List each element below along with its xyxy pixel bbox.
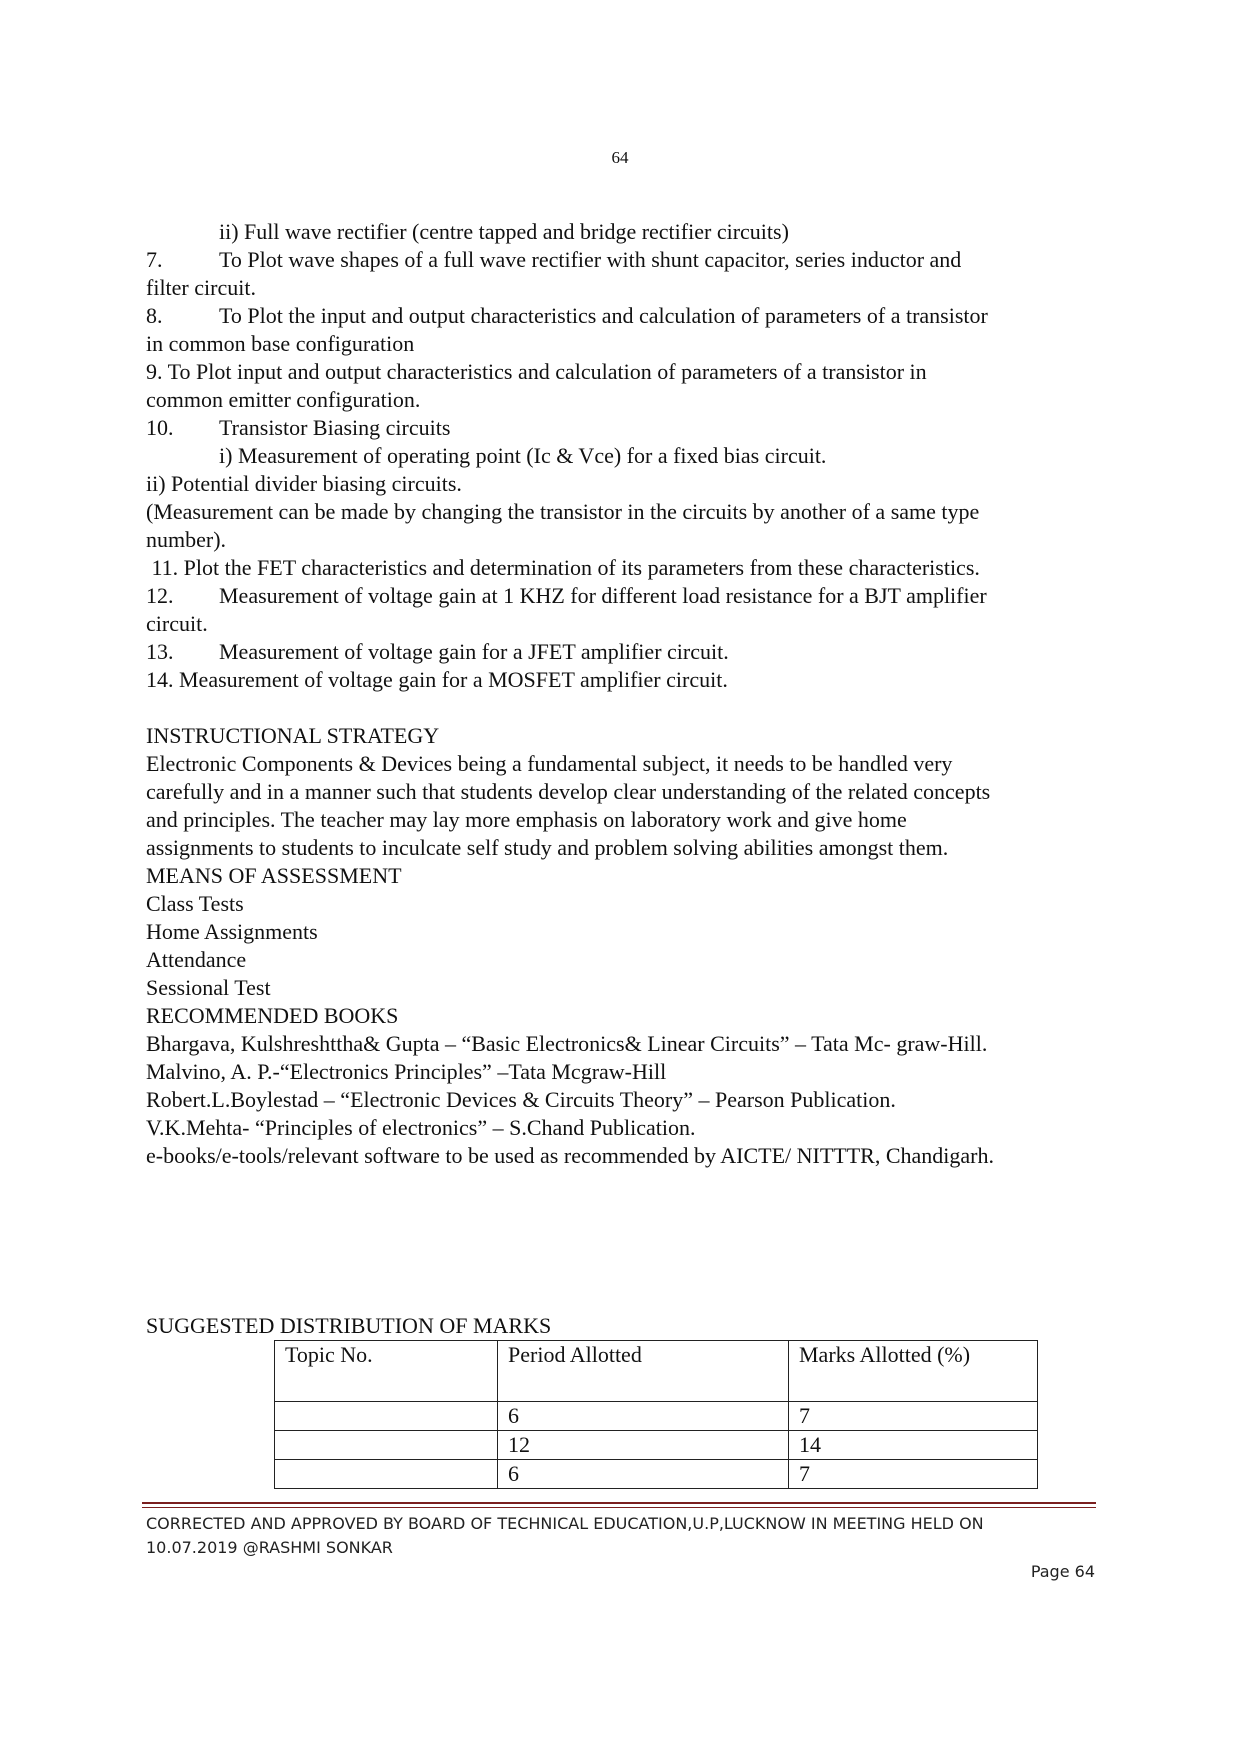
lab-item-10-sub-2: ii) Potential divider biasing circuits. [146, 471, 462, 496]
cell-topic [275, 1402, 498, 1431]
cell-period: 6 [498, 1460, 789, 1489]
table-row [275, 1460, 1038, 1489]
assessment-item: Class Tests [146, 891, 244, 916]
marks-distribution-heading: SUGGESTED DISTRIBUTION OF MARKS [146, 1313, 552, 1338]
footer-page-number: Page 64 [1030, 1562, 1095, 1581]
lab-item-10-sub-1: i) Measurement of operating point (Ic & Vce) for a fixed bias circuit. [219, 443, 827, 468]
lab-item-text: Transistor Biasing circuits [219, 415, 451, 440]
books-heading: RECOMMENDED BOOKS [146, 1003, 399, 1028]
cell-marks: 7 [789, 1460, 1038, 1489]
instructional-strategy-heading: INSTRUCTIONAL STRATEGY [146, 723, 440, 748]
table-row [275, 1402, 1038, 1431]
header-period-allotted: Period Allotted [498, 1341, 789, 1402]
strategy-line: and principles. The teacher may lay more emphasis on laboratory work and give home [146, 807, 907, 832]
lab-item-number: 13. [146, 639, 174, 664]
lab-item-9: 9. To Plot input and output characteristics and calculation of parameters of a transistor in [146, 359, 927, 384]
lab-item-8-cont: in common base configuration [146, 331, 415, 356]
lab-item-text: To Plot wave shapes of a full wave rectifier with shunt capacitor, series inductor and [219, 247, 962, 272]
lab-item-9-cont: common emitter configuration. [146, 387, 421, 412]
book-item: Bhargava, Kulshreshttha& Gupta – “Basic Electronics& Linear Circuits” – Tata Mc- graw-Hill. [146, 1031, 988, 1056]
assessment-item: Home Assignments [146, 919, 318, 944]
lab-item-text: Measurement of voltage gain at 1 KHZ for different load resistance for a BJT amplifier [219, 583, 987, 608]
header-topic-no: Topic No. [275, 1341, 498, 1402]
lab-item-6-sub: ii) Full wave rectifier (centre tapped and bridge rectifier circuits) [219, 219, 789, 244]
lab-item-7-cont: filter circuit. [146, 275, 256, 300]
book-item: Malvino, A. P.-“Electronics Principles” –Tata Mcgraw-Hill [146, 1059, 667, 1084]
lab-item-text: To Plot the input and output characteristics and calculation of parameters of a transistor [219, 303, 988, 328]
lab-item-number: 10. [146, 415, 174, 440]
lab-item-number: 12. [146, 583, 174, 608]
cell-marks: 7 [789, 1402, 1038, 1431]
lab-item-10 [146, 414, 1106, 442]
footer-divider [142, 1502, 1096, 1508]
cell-topic [275, 1460, 498, 1489]
footer-approval-note [146, 1512, 1106, 1560]
document-body [146, 218, 1106, 1170]
strategy-line: carefully and in a manner such that students develop clear understanding of the related concepts [146, 779, 991, 804]
lab-item-7 [146, 246, 1106, 274]
footer-line-2: 10.07.2019 @RASHMI SONKAR [146, 1538, 393, 1557]
footer-line-1: CORRECTED AND APPROVED BY BOARD OF TECHNICAL EDUCATION,U.P,LUCKNOW IN MEETING HELD ON [146, 1514, 984, 1533]
table-row [275, 1431, 1038, 1460]
table-header-row [275, 1341, 1038, 1402]
lab-item-14: 14. Measurement of voltage gain for a MOSFET amplifier circuit. [146, 667, 728, 692]
page-number-top: 64 [611, 148, 629, 167]
assessment-item: Sessional Test [146, 975, 271, 1000]
strategy-line: Electronic Components & Devices being a fundamental subject, it needs to be handled very [146, 751, 953, 776]
lab-item-12 [146, 582, 1106, 610]
measurement-note-cont: number). [146, 527, 227, 552]
lab-item-number: 7. [146, 247, 163, 272]
assessment-item: Attendance [146, 947, 247, 972]
cell-marks: 14 [789, 1431, 1038, 1460]
marks-table [274, 1340, 1038, 1489]
spacer [146, 694, 1106, 722]
book-item: e-books/e-tools/relevant software to be used as recommended by AICTE/ NITTTR, Chandigarh. [146, 1143, 994, 1168]
lab-item-text: Measurement of voltage gain for a JFET amplifier circuit. [219, 639, 729, 664]
book-item: Robert.L.Boylestad – “Electronic Devices & Circuits Theory” – Pearson Publication. [146, 1087, 896, 1112]
header-marks-allotted: Marks Allotted (%) [789, 1341, 1038, 1402]
book-item: V.K.Mehta- “Principles of electronics” – S.Chand Publication. [146, 1115, 696, 1140]
cell-period: 12 [498, 1431, 789, 1460]
strategy-line: assignments to students to inculcate self study and problem solving abilities amongst them. [146, 835, 949, 860]
cell-topic [275, 1431, 498, 1460]
assessment-heading: MEANS OF ASSESSMENT [146, 863, 402, 888]
lab-item-8 [146, 302, 1106, 330]
measurement-note: (Measurement can be made by changing the transistor in the circuits by another of a same type [146, 499, 980, 524]
lab-item-number: 8. [146, 303, 163, 328]
cell-period: 6 [498, 1402, 789, 1431]
lab-item-12-cont: circuit. [146, 611, 208, 636]
lab-item-11: 11. Plot the FET characteristics and determination of its parameters from these characteristics. [146, 555, 980, 580]
lab-item-13 [146, 638, 1106, 666]
